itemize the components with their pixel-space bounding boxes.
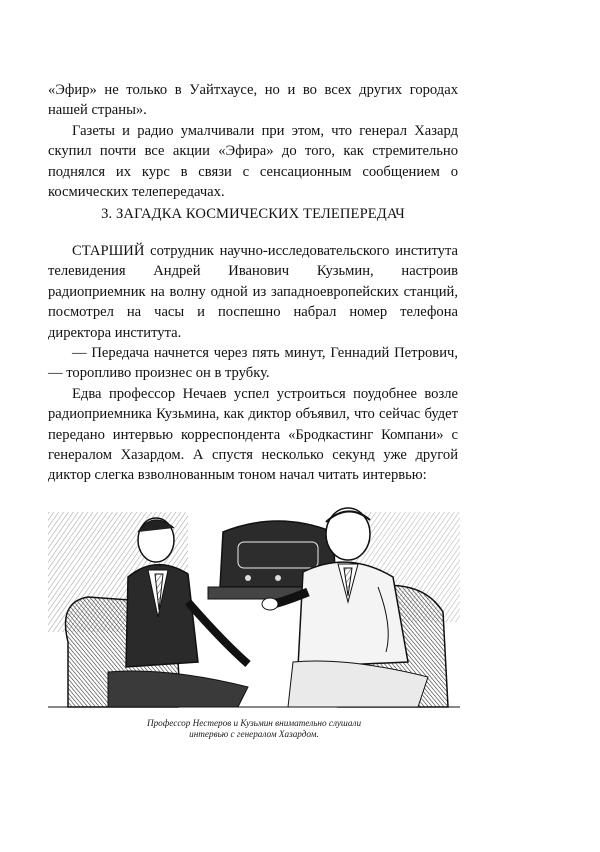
paragraph: СТАРШИЙ сотрудник научно-исследовательского института телевидения Андрей Иванович Кузьмин, настроив радиоприемник на волну одной из западноевропейских станций, посмотрел на часы и поспешно набрал номер телефона директора института. xyxy=(48,243,458,341)
paragraph: Газеты и радио умалчивали при этом, что генерал Хазард скупил почти все акции «Эфира» до того, как стремительно поднялся их курс в связи с сенсационным сообщением о космических телепередачах. xyxy=(48,122,458,201)
paragraph: «Эфир» не только в Уайтхаусе, но и во всех других городах нашей страны». xyxy=(48,82,458,119)
top-text-block xyxy=(48,80,458,202)
illustration xyxy=(48,492,460,754)
paragraph: — Передача начнется через пять минут, Геннадий Петрович, — торопливо произнес он в трубку. xyxy=(48,345,458,382)
main-text-block xyxy=(48,241,458,486)
paragraph: Едва профессор Нечаев успел устроиться поудобнее возле радиоприемника Кузьмина, как диктор объявил, что сейчас будет передано интервью корреспондента «Бродкастинг Компани» с генералом Хазардом. А спустя несколько секунд уже другой диктор слегка взволнованным тоном начал читать интервью: xyxy=(48,385,458,484)
chapter-heading: 3. ЗАГАДКА КОСМИЧЕСКИХ ТЕЛЕПЕРЕДАЧ xyxy=(101,206,405,222)
illustration-drawing xyxy=(48,492,460,714)
caption-line: интервью с генералом Хазардом. xyxy=(189,729,319,739)
illustration-caption xyxy=(48,718,460,740)
caption-line: Профессор Нестеров и Кузьмин внимательно слушали xyxy=(146,718,362,728)
